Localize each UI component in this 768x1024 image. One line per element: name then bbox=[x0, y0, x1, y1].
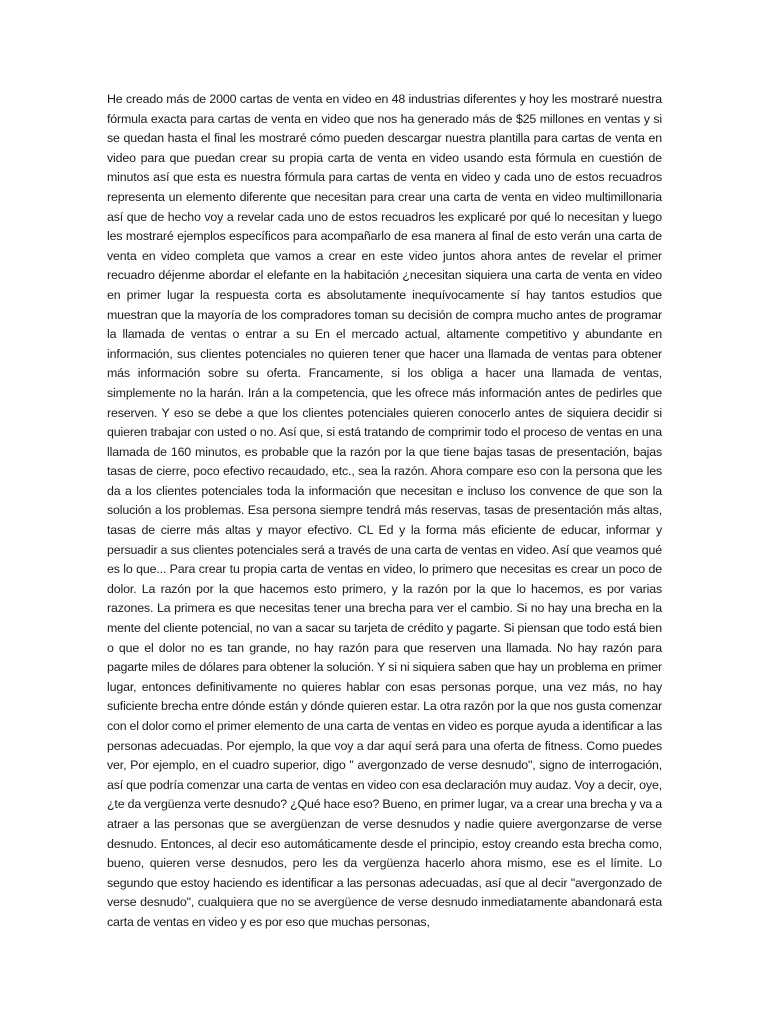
body-paragraph: He creado más de 2000 cartas de venta en video en 48 industrias diferentes y hoy les mostraré nuestra fórmula exacta para cartas de venta en video que nos ha generado más de $25 millones en ventas y si se quedan hasta el final les mostraré cómo pueden descargar nuestra plantilla para cartas de venta en video para que puedan crear su propia carta de venta en video usando esta fórmula en cuestión de minutos así que esta es nuestra fórmula para cartas de venta en video y cada uno de estos recuadros representa un elemento diferente que necesitan para crear una carta de venta en video multimillonaria así que de hecho voy a revelar cada uno de estos recuadros les explicaré por qué lo necesitan y luego les mostraré ejemplos específicos para acompañarlo de esa manera al final de esto verán una carta de venta en video completa que vamos a crear en este video juntos ahora antes de revelar el primer recuadro déjenme abordar el elefante en la habitación ¿necesitan siquiera una carta de venta en video en primer lugar la respuesta corta es absolutamente inequívocamente sí hay tantos estudios que muestran que la mayoría de los compradores toman su decisión de compra mucho antes de programar la llamada de ventas o entrar a su En el mercado actual, altamente competitivo y abundante en información, sus clientes potenciales no quieren tener que hacer una llamada de ventas para obtener más información sobre su oferta. Francamente, si los obliga a hacer una llamada de ventas, simplemente no la harán. Irán a la competencia, que les ofrece más información antes de pedirles que reserven. Y eso se debe a que los clientes potenciales quieren conocerlo antes de siquiera decidir si quieren trabajar con usted o no. Así que, si está tratando de comprimir todo el proceso de ventas en una llamada de 160 minutos, es probable que la razón por la que tiene bajas tasas de presentación, bajas tasas de cierre, poco efectivo recaudado, etc., sea la razón. Ahora compare eso con la persona que les da a los clientes potenciales toda la información que necesitan e incluso los convence de que son la solución a los problemas. Esa persona siempre tendrá más reservas, tasas de presentación más altas, tasas de cierre más altas y mayor efectivo. CL Ed y la forma más eficiente de educar, informar y persuadir a sus clientes potenciales será a través de una carta de ventas en video. Así que veamos qué es lo que... Para crear tu propia carta de ventas en video, lo primero que necesitas es crear un poco de dolor. La razón por la que hacemos esto primero, y la razón por la que lo hacemos, es por varias razones. La primera es que necesitas tener una brecha para ver el cambio. Si no hay una brecha en la mente del cliente potencial, no van a sacar su tarjeta de crédito y pagarte. Si piensan que todo está bien o que el dolor no es tan grande, no hay razón para que reserven una llamada. No hay razón para pagarte miles de dólares para obtener la solución. Y si ni siquiera saben que hay un problema en primer lugar, entonces definitivamente no quieres hablar con esas personas porque, una vez más, no hay suficiente brecha entre dónde están y dónde quieren estar. La otra razón por la que nos gusta comenzar con el dolor como el primer elemento de una carta de ventas en video es porque ayuda a identificar a las personas adecuadas. Por ejemplo, la que voy a dar aquí será para una oferta de fitness. Como puedes ver, Por ejemplo, en el cuadro superior, digo " avergonzado de verse desnudo", signo de interrogación, así que podría comenzar una carta de ventas en video con esa declaración muy audaz. Voy a decir, oye, ¿te da vergüenza verte desnudo? ¿Qué hace eso? Bueno, en primer lugar, va a crear una brecha y va a atraer a las personas que se avergüenzan de verse desnudos y nadie quiere avergonzarse de verse desnudo. Entonces, al decir eso automáticamente desde el principio, estoy creando esta brecha como, bueno, quieren verse desnudos, pero les da vergüenza hacerlo ahora mismo, ese es el límite. Lo segundo que estoy haciendo es identificar a las personas adecuadas, así que al decir "avergonzado de verse desnudo", cualquiera que no se avergüence de verse desnudo inmediatamente abandonará esta carta de ventas en video y es por eso que muchas personas, bbox=[107, 92, 662, 929]
document-page bbox=[107, 90, 662, 933]
